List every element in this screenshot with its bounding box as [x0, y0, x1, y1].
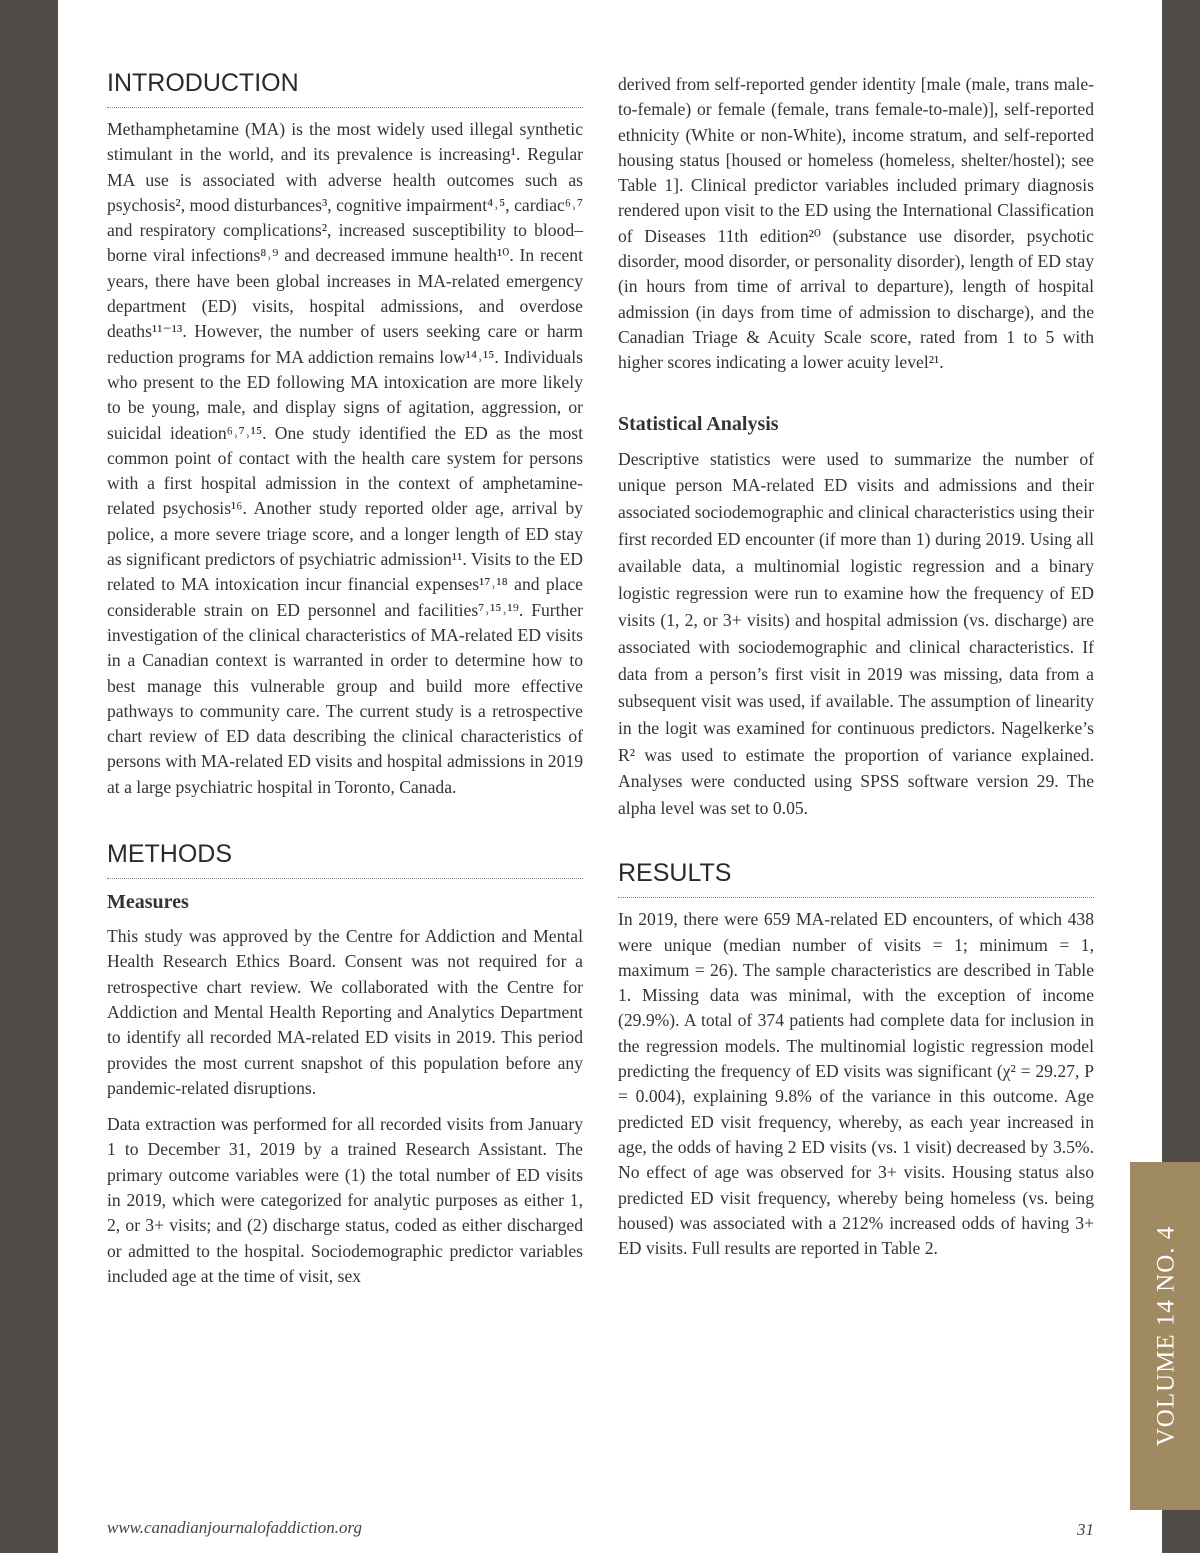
- results-heading: RESULTS: [618, 858, 1094, 898]
- introduction-paragraph: Methamphetamine (MA) is the most widely used illegal synthetic stimulant in the world, and its prevalence is increasing¹. Regular MA use is associated with adverse health outcomes such as psychosis², mood disturbances³, cognitive impairment⁴˒⁵, cardiac⁶˒⁷ and respiratory complications², increased susceptibility to blood–borne viral infections⁸˒⁹ and decreased immune health¹⁰. In recent years, there have been global increases in MA-related emergency department (ED) visits, hospital admissions, and overdose deaths¹¹⁻¹³. However, the number of users seeking care or harm reduction programs for MA addiction remains low¹⁴˒¹⁵. Individuals who present to the ED following MA intoxication are more likely to be young, male, and display signs of agitation, aggression, or suicidal ideation⁶˒⁷˒¹⁵. One study identified the ED as the most common point of contact with the health care system for persons with a first hospital admission in the context of amphetamine-related psychosis¹⁶. Another study reported older age, arrival by police, a more severe triage score, and a longer length of ED stay as significant predictors of psychiatric admission¹¹. Visits to the ED related to MA intoxication incur financial expenses¹⁷˒¹⁸ and place considerable strain on ED personnel and facilities⁷˒¹⁵˒¹⁹. Further investigation of the clinical characteristics of MA-related ED visits in a Canadian context is warranted in order to determine how to best manage this vulnerable group and build more effective pathways to community care. The current study is a retrospective chart review of ED data describing the clinical characteristics of persons with MA-related ED visits and hospital admissions in 2019 at a large psychiatric hospital in Toronto, Canada.: [107, 119, 583, 797]
- left-column: [107, 68, 583, 1289]
- methods-heading: METHODS: [107, 839, 583, 879]
- measures-heading: Measures: [107, 891, 189, 914]
- statistical-analysis-paragraph: Descriptive statistics were used to summarize the number of unique person MA-related ED visits and admissions and their associated sociodemographic and clinical characteristics using their first recorded ED encounter (if more than 1) during 2019. Using all available data, a multinomial logistic regression and a binary logistic regression were run to examine how the frequency of ED visits (1, 2, or 3+ visits) and hospital admission (vs. discharge) are associated with sociodemographic and clinical characteristics. If data from a person’s first visit in 2019 was missing, data from a subsequent visit was used, if available. The assumption of linearity in the logit was examined for continuous predictors. Nagelkerke’s R² was used to estimate the proportion of variance explained. Analyses were conducted using SPSS software version 29. The alpha level was set to 0.05.: [618, 448, 1094, 819]
- right-column: [618, 72, 1094, 1261]
- volume-label: VOLUME 14 NO. 4: [1152, 1225, 1180, 1447]
- statistical-analysis-heading: Statistical Analysis: [618, 412, 779, 435]
- volume-label-wrapper: [1132, 1162, 1200, 1510]
- results-paragraph: In 2019, there were 659 MA-related ED encounters, of which 438 were unique (median number of visits = 1; minimum = 1, maximum = 26). The sample characteristics are described in Table 1. Missing data was minimal, with the exception of income (29.9%). A total of 374 patients had complete data for inclusion in the regression models. The multinomial logistic regression model predicting the frequency of ED visits was significant (χ² = 29.27, P = 0.004), explaining 9.8% of the variance in this outcome. Age predicted ED visit frequency, whereby, as each year increased in age, the odds of having 2 ED visits (vs. 1 visit) decreased by 3.5%. No effect of age was observed for 3+ visits. Housing status also predicted ED visit frequency, whereby being homeless (vs. being housed) was associated with a 212% increased odds of having 3+ ED visits. Full results are reported in Table 2.: [618, 909, 1094, 1259]
- methods-paragraph-2: Data extraction was performed for all recorded visits from January 1 to December 31, 2019 by a trained Research Assistant. The primary outcome variables were (1) the total number of ED visits in 2019, which were categorized for analytic purposes as either 1, 2, or 3+ visits; and (2) discharge status, coded as either discharged or admitted to the hospital. Sociodemographic predictor variables included age at the time of visit, sex: [107, 1114, 583, 1286]
- introduction-heading: INTRODUCTION: [107, 68, 583, 108]
- methods-continued-paragraph: derived from self-reported gender identity [male (male, trans male-to-female) or female (female, trans female-to-male)], self-reported ethnicity (White or non-White), income stratum, and self-reported housing status [housed or homeless (homeless, shelter/hostel); see Table 1]. Clinical predictor variables included primary diagnosis rendered upon visit to the ED using the International Classification of Diseases 11th edition²⁰ (substance use disorder, psychotic disorder, mood disorder, or personality disorder), length of ED stay (in hours from time of arrival to departure), length of hospital admission (in days from time of admission to discharge), and the Canadian Triage & Acuity Scale score, rated from 1 to 5 with higher scores indicating a lower acuity level²¹.: [618, 74, 1094, 373]
- methods-paragraph-1: This study was approved by the Centre for Addiction and Mental Health Research Ethics Board. Consent was not required for a retrospective chart review. We collaborated with the Centre for Addiction and Mental Health Reporting and Analytics Department to identify all recorded MA-related ED visits in 2019. This period provides the most current snapshot of this population before any pandemic-related disruptions.: [107, 926, 583, 1098]
- journal-url: www.canadianjournalofaddiction.org: [107, 1518, 363, 1537]
- page-number: 31: [1077, 1520, 1094, 1539]
